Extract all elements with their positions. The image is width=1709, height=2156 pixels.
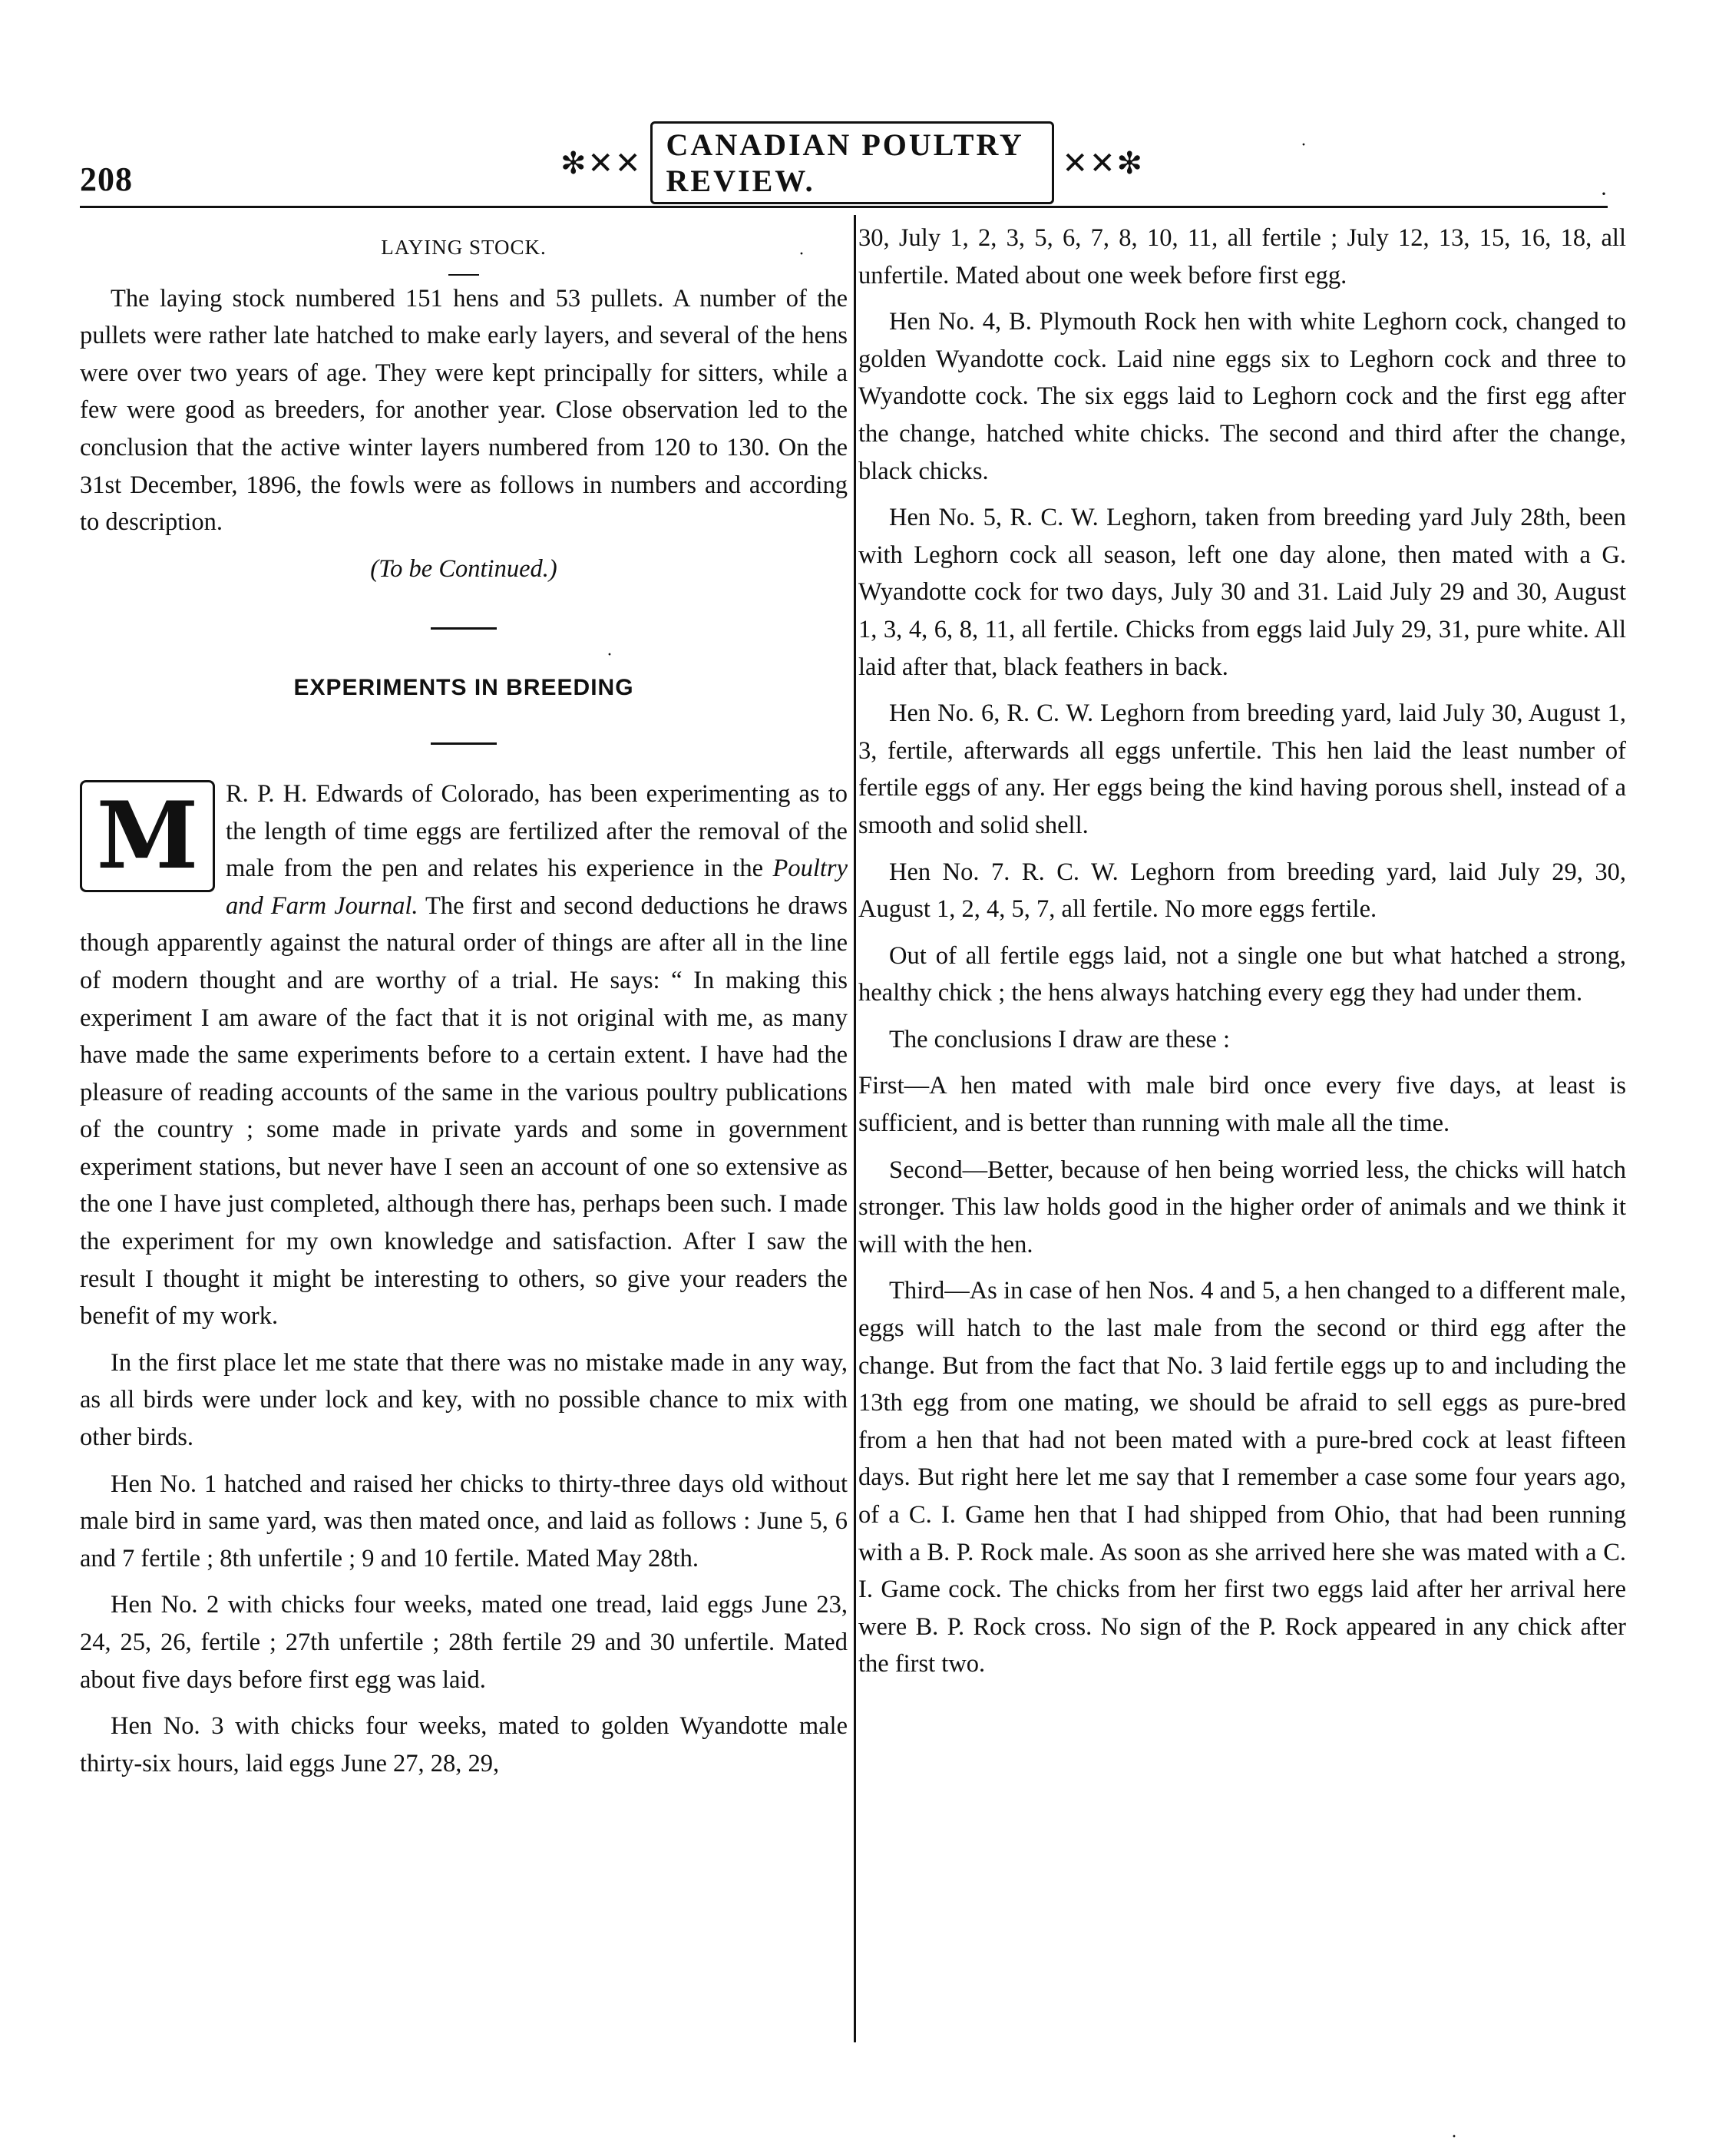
left-column <box>80 220 848 1791</box>
heading-rule <box>448 274 479 276</box>
masthead <box>553 127 1152 198</box>
conclusions-paragraph: The conclusions I draw are these : <box>889 1025 1231 1053</box>
header-dot: · <box>1600 181 1608 207</box>
hen-7-paragraph: Hen No. 7. R. C. W. Leghorn from breeding yard, laid July 29, 30, August 1, 2, 4, 5, 7, all fertile. No more eggs fertile. <box>858 858 1626 924</box>
hen-3-continued: 30, July 1, 2, 3, 5, 6, 7, 8, 10, 11, all fertile ; July 12, 13, 15, 16, 18, all unfertile. Mated about one week before first egg. <box>858 224 1626 289</box>
hen-5-paragraph: Hen No. 5, R. C. W. Leghorn, taken from breeding yard July 28th, been with Leghorn cock all season, left one day alone, then mated with a G. Wyandotte cock for two days, July 30 and 31. Laid July 29 and 30, August 1, 3, 4, 6, 8, 11, all fertile. Chicks from eggs laid July 29, 31, pure white. All laid after that, black feathers in back. <box>858 504 1626 681</box>
intro-paragraph <box>80 775 848 1335</box>
intro-text-a: R. P. H. Edwards of Colorado, has been experimenting as to the length of time eggs are fertilized after the removal of the male from the pen and relates his experience in the <box>226 779 848 883</box>
right-column <box>858 220 1626 1692</box>
masthead-ornament-right-icon: ✕✕✻ <box>1062 145 1144 180</box>
header-rule <box>80 206 1608 208</box>
experiments-heading: EXPERIMENTS IN BREEDING <box>293 675 634 701</box>
hen-6-paragraph: Hen No. 6, R. C. W. Leghorn from breeding yard, laid July 30, August 1, 3, fertile, afterwards all eggs unfertile. This hen laid the least number of fertile eggs of any. Her eggs being the kind having porous shell, instead of a smooth and solid shell. <box>858 699 1626 839</box>
journal-title: Poultry and Farm Journal. <box>226 855 848 920</box>
stray-mark: · <box>798 244 805 264</box>
third-conclusion: Third—As in case of hen Nos. 4 and 5, a hen changed to a different male, eggs will hatch to the last male from the second or third egg after the change. But from the fact that No. 3 laid fertile eggs up to and including the 13th egg from one mating, we should be afraid to sell eggs as pure-bred from a hen that had not been mated with a pure-bred cock at least fifteen days. But right here let me say that I remember a case some four years ago, of a C. I. Game hen that I had shipped from Ohio, that had been running with a B. P. Rock male. As soon as she arrived here she was mated with a C. I. Game cock. The chicks from her first two eggs laid after her arrival here were B. P. Rock cross. No sign of the P. Rock appeared in any chick after the first two. <box>858 1277 1626 1678</box>
hen-4-paragraph: Hen No. 4, B. Plymouth Rock hen with white Leghorn cock, changed to golden Wyandotte cock. Laid nine eggs six to Leghorn cock and three to Wyandotte cock. The six eggs laid to Leghorn cock and the first egg after the change, hatched white chicks. The second and third after the change, black chicks. <box>858 308 1626 485</box>
stray-mark: · <box>607 645 613 665</box>
section-rule <box>431 742 497 745</box>
hen-2-paragraph: Hen No. 2 with chicks four weeks, mated one tread, laid eggs June 23, 24, 25, 26, fertile ; 27th unfertile ; 28th fertile 29 and 30 unfertile. Mated about five days before first egg was laid. <box>80 1591 848 1694</box>
dropcap-letter: M <box>80 780 215 892</box>
first-conclusion: First—A hen mated with male bird once every five days, at least is sufficient, and is better than running with male all the time. <box>858 1072 1626 1138</box>
hen-3-paragraph: Hen No. 3 with chicks four weeks, mated to golden Wyandotte male thirty-six hours, laid eggs June 27, 28, 29, <box>80 1712 848 1777</box>
column-divider <box>854 215 856 2042</box>
section-rule <box>431 627 497 630</box>
laying-stock-heading: LAYING STOCK. <box>381 236 547 259</box>
first-place-paragraph: In the first place let me state that there was no mistake made in any way, as all birds were under lock and key, with no possible chance to mix with other birds. <box>80 1348 848 1452</box>
to-be-continued: (To be Continued.) <box>370 554 557 583</box>
out-of-all-paragraph: Out of all fertile eggs laid, not a single one but what hatched a strong, healthy chick ; the hens always hatching every egg they had under them. <box>858 941 1626 1007</box>
laying-stock-paragraph: The laying stock numbered 151 hens and 53 pullets. A number of the pullets were rather late hatched to make early layers, and several of the hens were over two years of age. They were kept principally for sitters, while a few were good as breeders, for another year. Close observation led to the conclusion that the active winter layers numbered from 120 to 130. On the 31st December, 1896, the fowls were as follows in numbers and according to description. <box>80 284 848 537</box>
page-number: 208 <box>80 160 133 198</box>
intro-text-b: The first and second deductions he draws though apparently against the natural order of things are after all in the line of modern thought and are worthy of a trial. He says: “ In making this experiment I am aware of the fact that it is not original with me, as many have made the same experiments before to a certain extent. I have had the pleasure of reading accounts of the same in the various poultry publications of the country ; some made in private yards and some in government experiment stations, but never have I seen an account of one so extensive as the one I have just completed, although there has, perhaps been such. I made the experiment for my own knowledge and satisfaction. After I saw the result I thought it might be interesting to others, so give your readers the benefit of my work. <box>80 891 848 1331</box>
stray-mark: · <box>1301 135 1307 155</box>
hen-1-paragraph: Hen No. 1 hatched and raised her chicks to thirty-three days old without male bird in same yard, was then mated once, and laid as follows : June 5, 6 and 7 fertile ; 8th unfertile ; 9 and 10 fertile. Mated May 28th. <box>80 1470 848 1572</box>
stray-mark: · <box>1451 2127 1457 2147</box>
second-conclusion: Second—Better, because of hen being worried less, the chicks will hatch stronger. This law holds good in the higher order of animals and we think it will with the hen. <box>858 1156 1626 1258</box>
masthead-ornament-left-icon: ✻✕✕ <box>560 145 643 180</box>
masthead-title: CANADIAN POULTRY REVIEW. <box>650 121 1055 204</box>
